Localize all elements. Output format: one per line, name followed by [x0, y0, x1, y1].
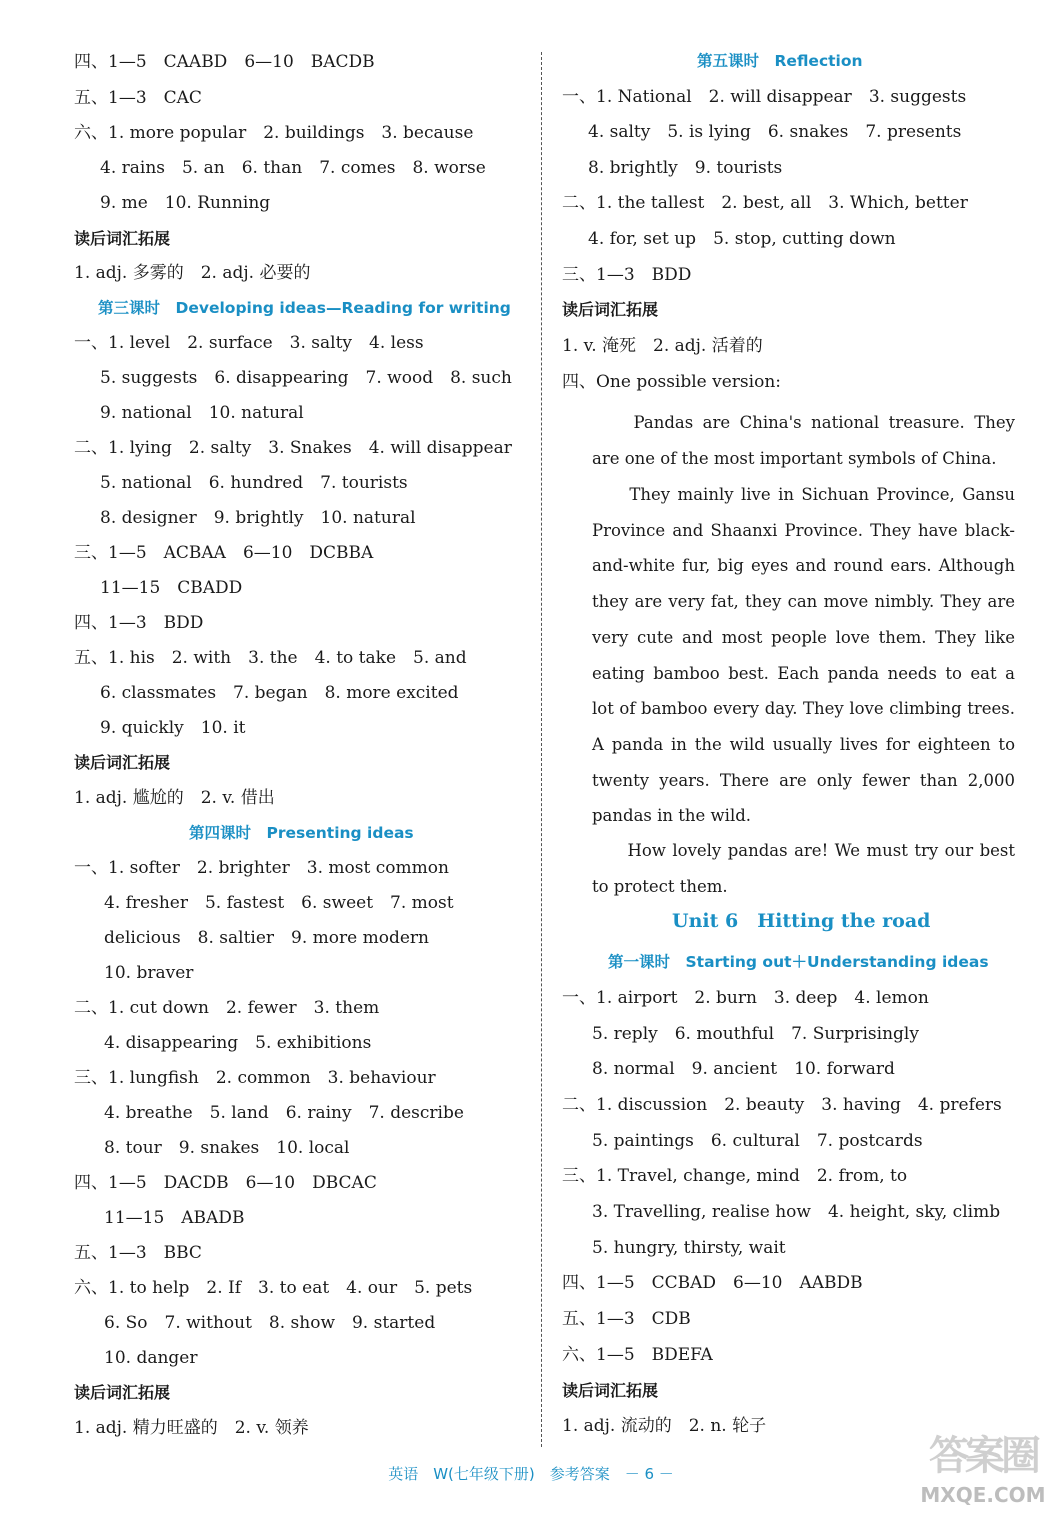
answer-line: 二、1. cut down 2. fewer 3. them	[74, 998, 380, 1018]
answer-line: 5. paintings 6. cultural 7. postcards	[592, 1131, 923, 1151]
answer-line: 一、1. softer 2. brighter 3. most common	[74, 858, 449, 878]
answer-line: 六、1. more popular 2. buildings 3. because	[74, 123, 474, 143]
essay-paragraph: How lovely pandas are! We must try our best to protect them.	[592, 841, 1015, 896]
answer-line: 二、1. lying 2. salty 3. Snakes 4. will disappear	[74, 438, 512, 458]
answer-line: 六、1—5 BDEFA	[562, 1345, 713, 1365]
answer-line: 四、1—5 DACDB 6—10 DBCAC	[74, 1173, 377, 1193]
lesson-title: 第一课时 Starting out＋Understanding ideas	[608, 953, 989, 971]
answer-line: 1. adj. 尴尬的 2. v. 借出	[74, 788, 275, 808]
answer-line: 5. hungry, thirsty, wait	[592, 1238, 786, 1258]
answer-line: 4. rains 5. an 6. than 7. comes 8. worse	[100, 158, 486, 178]
answer-line: 8. designer 9. brightly 10. natural	[100, 508, 416, 528]
watermark-url: MXQE.COM	[920, 1483, 1046, 1507]
answer-line: 3. Travelling, realise how 4. height, sky, climb	[592, 1202, 1001, 1222]
lesson-title: 第五课时 Reflection	[697, 52, 863, 70]
answer-line: 9. me 10. Running	[100, 193, 271, 213]
answer-line: 四、1—5 CAABD 6—10 BACDB	[74, 52, 375, 72]
answer-line: 三、1—3 BDD	[562, 265, 692, 285]
answer-line: 11—15 CBADD	[100, 578, 243, 598]
lesson-title: 第四课时 Presenting ideas	[189, 824, 414, 842]
answer-line: 六、1. to help 2. If 3. to eat 4. our 5. pets	[74, 1278, 473, 1298]
answer-line: 一、1. airport 2. burn 3. deep 4. lemon	[562, 988, 929, 1008]
answer-line: 1. adj. 流动的 2. n. 轮子	[562, 1416, 767, 1436]
section-heading: 读后词汇拓展	[74, 1383, 171, 1402]
answer-line: 二、1. discussion 2. beauty 3. having 4. prefers	[562, 1095, 1002, 1115]
section-heading: 读后词汇拓展	[562, 1381, 659, 1400]
unit-title: Unit 6 Hitting the road	[672, 910, 931, 932]
answer-line: 三、1. lungfish 2. common 3. behaviour	[74, 1068, 436, 1088]
watermark-glyphs: 答案圈	[929, 1433, 1037, 1479]
site-watermark-logo	[918, 1430, 1048, 1526]
section-heading: 读后词汇拓展	[74, 753, 171, 772]
lesson-title: 第三课时 Developing ideas—Reading for writing	[98, 299, 511, 317]
answer-line: 4. breathe 5. land 6. rainy 7. describe	[104, 1103, 464, 1123]
answer-line: 9. national 10. natural	[100, 403, 304, 423]
answer-line: 四、One possible version:	[562, 372, 781, 392]
answer-line: 四、1—5 CCBAD 6—10 AABDB	[562, 1273, 863, 1293]
answer-line: 五、1—3 CAC	[74, 88, 202, 108]
answer-line: 5. suggests 6. disappearing 7. wood 8. such	[100, 368, 512, 388]
answer-line: 1. adj. 多雾的 2. adj. 必要的	[74, 263, 311, 283]
essay-paragraph: They mainly live in Sichuan Province, Gansu Province and Shaanxi Province. They have black-and-white fur, big eyes and round ears. Although they are very fat, they can move nimbly. They are very cute and most people love them. They like eating bamboo best. Each panda needs to eat a lot of bamboo every day. They love climbing trees. A panda in the wild usually lives for eighteen to twenty years. There are only fewer than 2,000 pandas in the wild.	[592, 485, 1015, 826]
essay-paragraph: Pandas are China's national treasure. They are one of the most important symbols of China.	[592, 413, 1015, 468]
answer-line: 一、1. level 2. surface 3. salty 4. less	[74, 333, 424, 353]
answer-line: 四、1—3 BDD	[74, 613, 204, 633]
answer-line: 5. reply 6. mouthful 7. Surprisingly	[592, 1024, 919, 1044]
answer-line: 4. fresher 5. fastest 6. sweet 7. most	[104, 893, 454, 913]
answer-line: 9. quickly 10. it	[100, 718, 246, 738]
answer-line: 8. brightly 9. tourists	[588, 158, 783, 178]
answer-line: 4. salty 5. is lying 6. snakes 7. presents	[588, 122, 962, 142]
answer-line: 4. disappearing 5. exhibitions	[104, 1033, 372, 1053]
answer-line: 三、1—5 ACBAA 6—10 DCBBA	[74, 543, 374, 563]
answer-line: 二、1. the tallest 2. best, all 3. Which, better	[562, 193, 968, 213]
answer-line: 10. danger	[104, 1348, 198, 1368]
answer-line: 1. adj. 精力旺盛的 2. v. 领养	[74, 1418, 309, 1438]
answer-line: 五、1. his 2. with 3. the 4. to take 5. and	[74, 648, 467, 668]
section-heading: 读后词汇拓展	[562, 300, 659, 319]
answer-line: 1. v. 淹死 2. adj. 活着的	[562, 336, 763, 356]
answer-line: 一、1. National 2. will disappear 3. suggests	[562, 87, 967, 107]
answer-line: 五、1—3 BBC	[74, 1243, 202, 1263]
answer-line: 10. braver	[104, 963, 194, 983]
section-heading: 读后词汇拓展	[74, 229, 171, 248]
answer-line: 五、1—3 CDB	[562, 1309, 691, 1329]
answer-line: delicious 8. saltier 9. more modern	[104, 928, 430, 948]
answer-line: 8. normal 9. ancient 10. forward	[592, 1059, 895, 1079]
answer-line: 8. tour 9. snakes 10. local	[104, 1138, 350, 1158]
answer-line: 4. for, set up 5. stop, cutting down	[588, 229, 896, 249]
answer-line: 6. So 7. without 8. show 9. started	[104, 1313, 436, 1333]
answer-line: 三、1. Travel, change, mind 2. from, to	[562, 1166, 908, 1186]
answer-line: 6. classmates 7. began 8. more excited	[100, 683, 459, 703]
answer-line: 5. national 6. hundred 7. tourists	[100, 473, 408, 493]
answer-line: 11—15 ABADB	[104, 1208, 245, 1228]
column-divider	[541, 52, 542, 1447]
page-footer: 英语 W(七年级下册) 参考答案 － 6 －	[388, 1465, 674, 1483]
